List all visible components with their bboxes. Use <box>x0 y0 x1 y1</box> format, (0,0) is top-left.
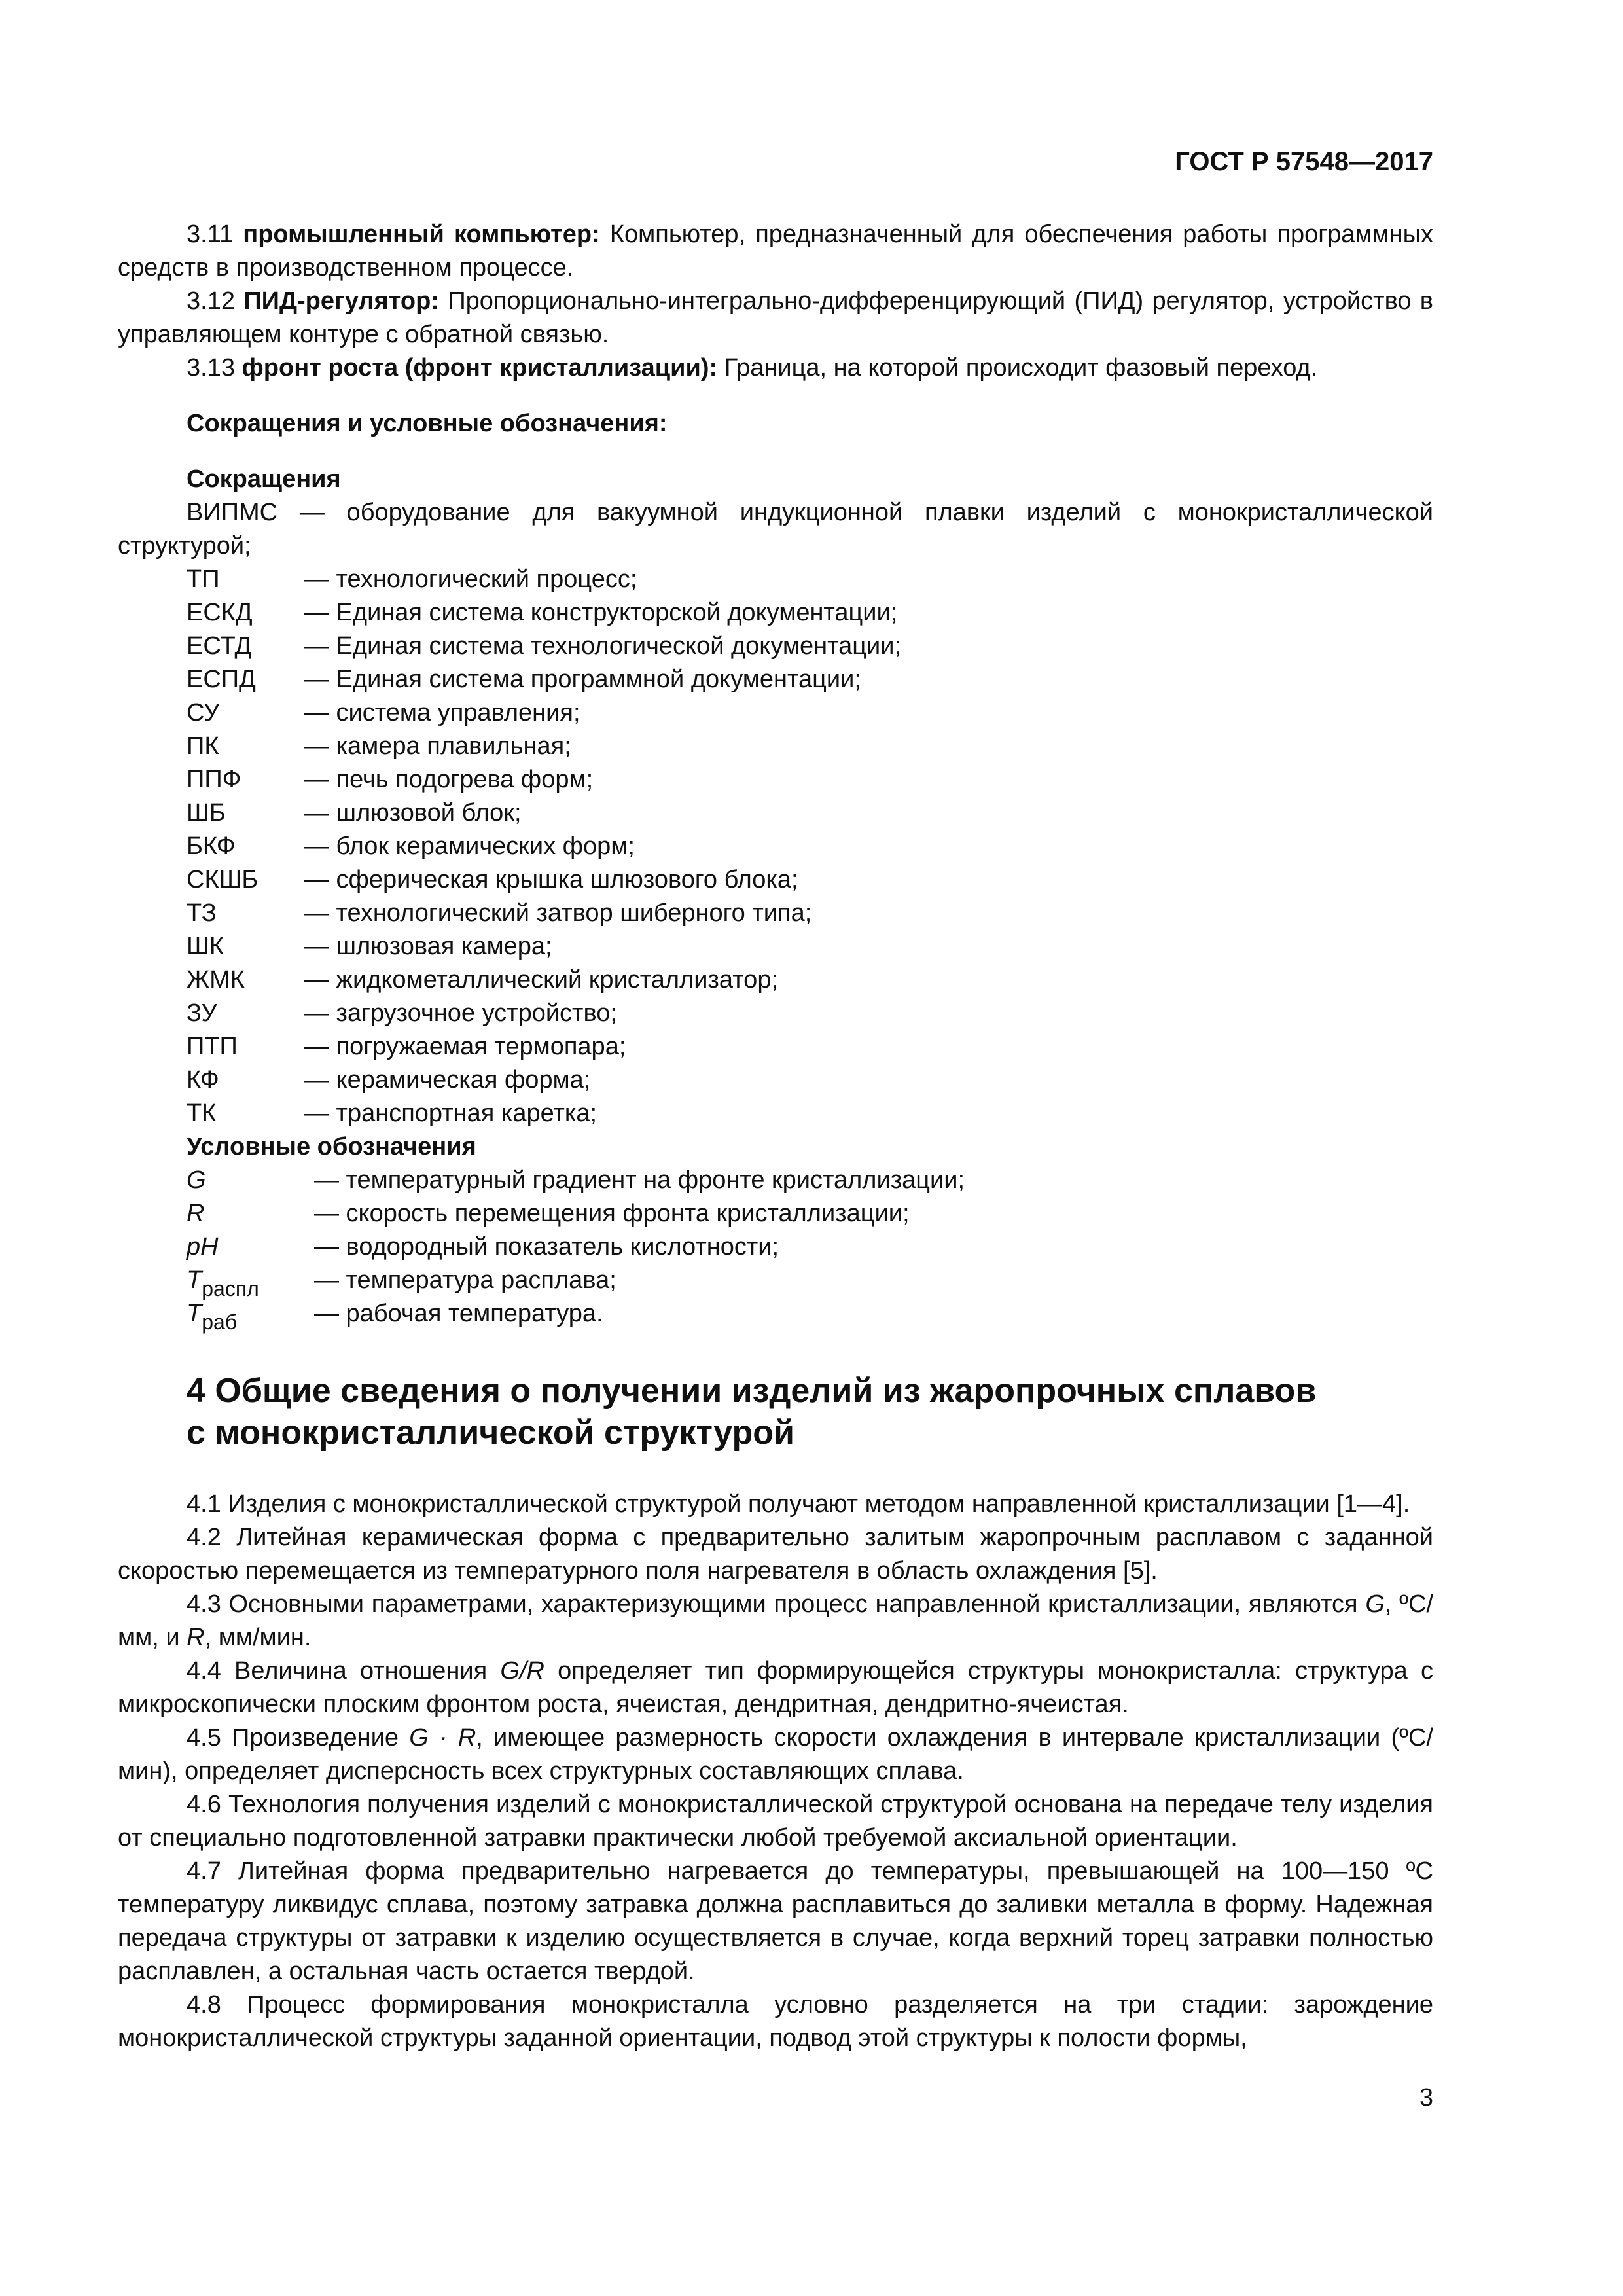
definition-3-13: 3.13 фронт роста (фронт кристаллизации): Граница, на которой происходит фазовый переход. <box>187 354 1318 382</box>
abbreviation-item: ППФ — печь подогрева форм; <box>187 766 594 793</box>
abbreviation-item: БКФ — блок керамических форм; <box>187 833 635 860</box>
symbol-item: G — температурный градиент на фронте кристаллизации; <box>187 1166 965 1194</box>
abbreviation-item: КФ — керамическая форма; <box>187 1066 591 1094</box>
abbreviation-item: ТЗ — технологический затвор шиберного типа; <box>187 899 812 927</box>
abbreviation-item: ШК — шлюзовая камера; <box>187 933 552 960</box>
abbreviation-intro: ВИПМС — оборудование для вакуумной индукционной плавки изделий с монокристаллической структурой; <box>118 499 1433 560</box>
abbreviation-item: ПТП — погружаемая термопара; <box>187 1033 626 1060</box>
abbreviation-item: ЗУ — загрузочное устройство; <box>187 999 617 1027</box>
definition-term: ПИД-регулятор: <box>243 287 439 315</box>
paragraph-4-2: 4.2 Литейная керамическая форма с предварительно залитым жаропрочным расплавом с заданной скоростью перемещается из температурного поля нагревателя в область охлаждения [5]. <box>118 1524 1433 1585</box>
abbreviation-item: СУ — система управления; <box>187 699 580 726</box>
abbreviation-item: ТК — транспортная каретка; <box>187 1100 597 1127</box>
page-body <box>118 218 1433 2055</box>
abbreviations-heading: Сокращения и условные обозначения: <box>187 410 668 437</box>
paragraph-4-5: 4.5 Произведение G · R, имеющее размерность скорости охлаждения в интервале кристаллизации (ºС/мин), определяет дисперсность всех структурных составляющих сплава. <box>118 1724 1433 1785</box>
symbol-item: $T_{распл}$ — температура расплава; <box>187 1266 616 1300</box>
symbol-item: pH — водородный показатель кислотности; <box>187 1233 779 1261</box>
abbreviations-subheading: Сокращения <box>187 465 341 493</box>
abbreviation-item: ШБ — шлюзовой блок; <box>187 799 522 827</box>
definition-term: фронт роста (фронт кристаллизации): <box>241 354 718 382</box>
abbreviation-item: ЕСКД — Единая система конструкторской документации; <box>187 599 898 626</box>
definitions-list <box>118 218 1433 385</box>
abbreviation-list <box>118 563 1433 1130</box>
section-4-heading: 4 Общие сведения о получении изделий из жаропрочных сплавов с монокристаллической структурой <box>187 1372 1317 1452</box>
abbreviation-item: СКШБ — сферическая крышка шлюзового блока; <box>187 866 798 893</box>
paragraph-4-8: 4.8 Процесс формирования монокристалла условно разделяется на три стадии: зарождение монокристаллической структуры заданной ориентации, подвод этой структуры к полости формы, <box>118 1991 1433 2052</box>
paragraph-4-1: 4.1 Изделия с монокристаллической структурой получают методом направленной кристаллизации [1—4]. <box>187 1490 1410 1518</box>
paragraph-4-3: 4.3 Основными параметрами, характеризующими процесс направленной кристаллизации, являются G, ºС/мм, и R, мм/мин. <box>118 1590 1433 1651</box>
paragraph-4-7: 4.7 Литейная форма предварительно нагревается до температуры, превышающей на 100—150 ºС температуру ликвидус сплава, поэтому затравка должна расплавиться до заливки металла в форму. Надежная передача структуры от затравки к изделию осуществляется в случае, когда верхний торец затравки полностью расплавлен, а остальная часть остается твердой. <box>118 1857 1433 1985</box>
definition-3-11: 3.11 промышленный компьютер: Компьютер, предназначенный для обеспечения работы программных средств в производственном процессе. <box>118 221 1433 281</box>
abbreviation-item: ЕСТД — Единая система технологической документации; <box>187 632 902 660</box>
symbols-heading: Условные обозначения <box>187 1133 476 1160</box>
symbol-list <box>118 1164 1433 1334</box>
symbol-item: R — скорость перемещения фронта кристаллизации; <box>187 1200 910 1227</box>
abbreviation-item: ЕСПД — Единая система программной документации; <box>187 666 861 693</box>
abbreviation-item: ПК — камера плавильная; <box>187 732 571 760</box>
paragraph-4-6: 4.6 Технология получения изделий с монокристаллической структурой основана на передаче телу изделия от специально подготовленной затравки практически любой требуемой аксиальной ориентации. <box>118 1791 1433 1852</box>
abbreviation-item: ЖМК — жидкометаллический кристаллизатор; <box>187 966 779 994</box>
paragraph-4-4: 4.4 Величина отношения G/R определяет тип формирующейся структуры монокристалла: структура с микроскопически плоским фронтом роста, ячеистая, дендритная, дендритно-ячеистая. <box>118 1657 1433 1718</box>
document-code: ГОСТ Р 57548—2017 <box>1175 147 1433 176</box>
definition-3-12: 3.12 ПИД-регулятор: Пропорционально-интегрально-дифференцирующий (ПИД) регулятор, устройство в управляющем контуре с обратной связью. <box>118 287 1433 348</box>
abbreviation-item: ТП — технологический процесс; <box>187 565 637 593</box>
page-number: 3 <box>1419 2084 1433 2111</box>
definition-term: промышленный компьютер: <box>243 221 600 248</box>
symbol-item: $T_{раб}$ — рабочая температура. <box>187 1300 603 1334</box>
